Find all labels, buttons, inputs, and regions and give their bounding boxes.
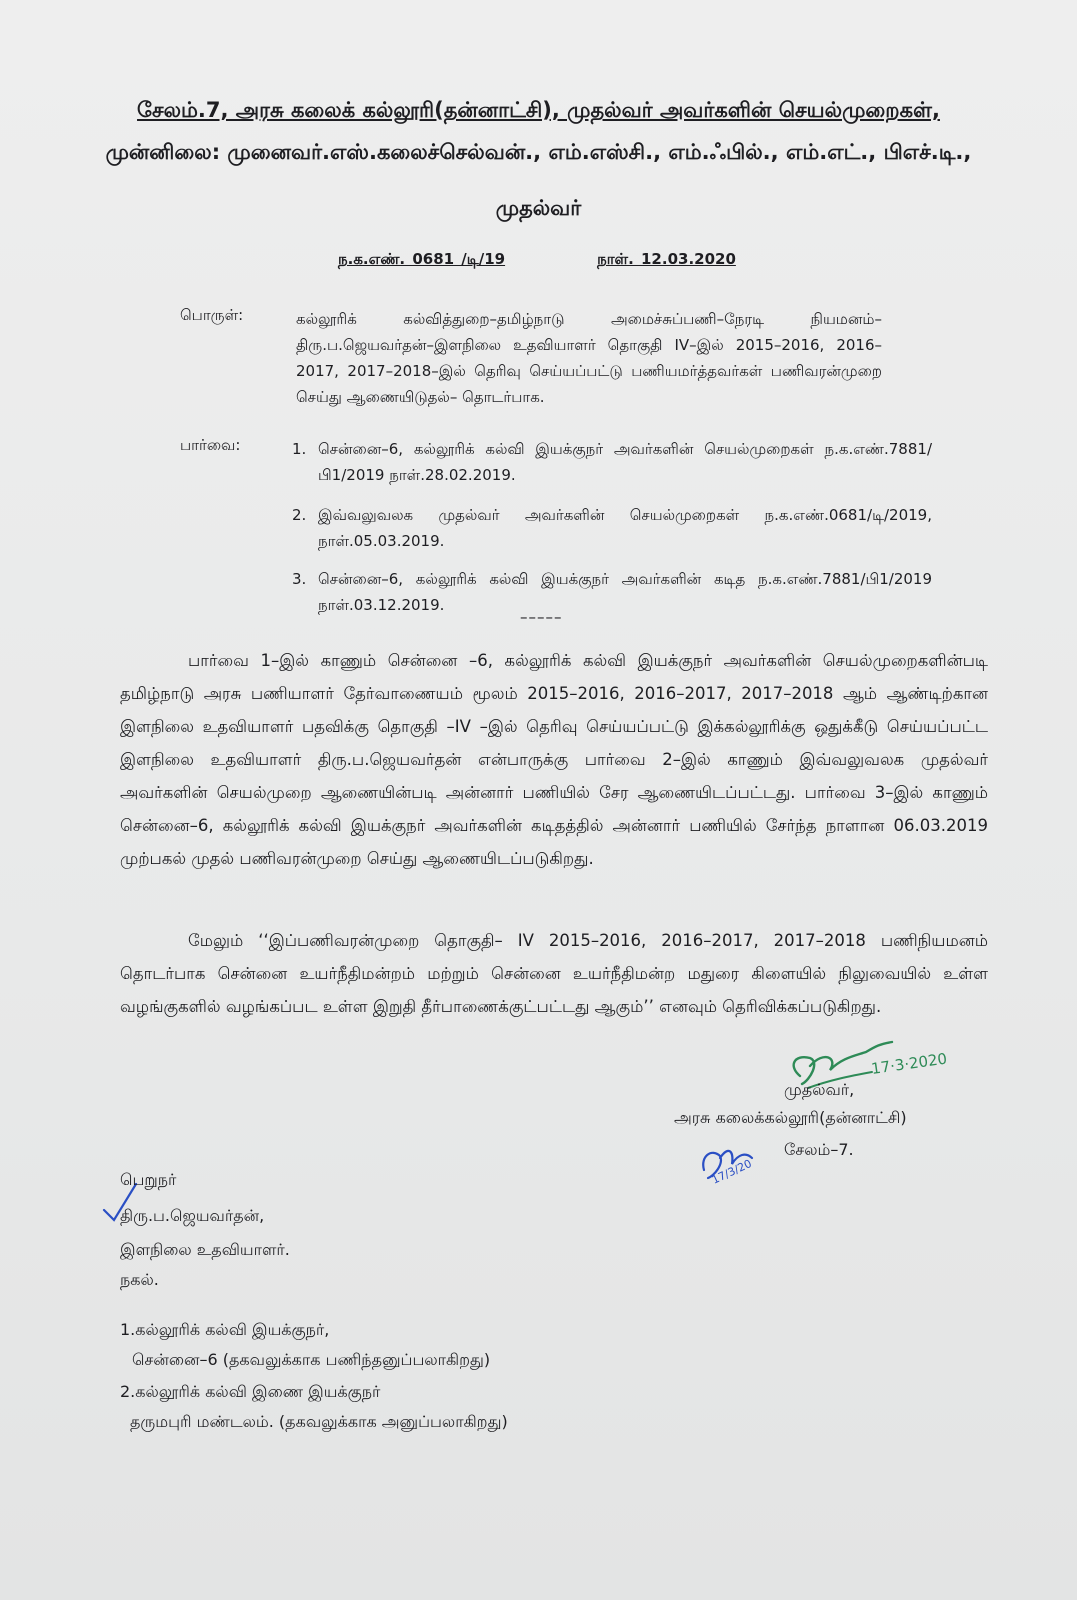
- reference-item-text: சென்னை–6, கல்லூரிக் கல்வி இயக்குநர் அவர்களின் கடித ந.க.எண்.7881/பி1/2019 நாள்.03.12.2019.: [318, 570, 932, 614]
- reference-item-number: 3.: [292, 570, 307, 588]
- signatory-title: முதல்வர்,: [784, 1080, 855, 1099]
- reference-number: ந.க.எண். 0681 /டி/19: [338, 250, 506, 268]
- recipient-name: திரு.ப.ஜெயவர்தன்,: [120, 1206, 265, 1225]
- recipient-designation: இளநிலை உதவியாளர்.: [120, 1240, 290, 1259]
- office-heading: சேலம்.7, அரசு கலைக் கல்லூரி(தன்னாட்சி), முதல்வர் அவர்களின் செயல்முறைகள்,: [137, 98, 940, 122]
- svg-text:17/3/20: 17/3/20: [709, 1157, 754, 1187]
- reference-item-text: சென்னை–6, கல்லூரிக் கல்வி இயக்குநர் அவர்களின் செயல்முறைகள் ந.க.எண்.7881/பி1/2019 நாள்.28.02.2019.: [318, 440, 932, 484]
- section-separator: –––––: [520, 608, 563, 626]
- signatory-place: சேலம்–7.: [784, 1140, 854, 1159]
- copy-label: நகல்.: [120, 1270, 159, 1289]
- reference-item-number: 1.: [292, 440, 307, 458]
- subject-text: கல்லூரிக் கல்வித்துறை–தமிழ்நாடு அமைச்சுப்பணி–நேரடி நியமனம்– திரு.ப.ஜெயவர்தன்–இளநிலை உதவியாளர் தொகுதி IV–இல் 2015–2016, 2016–2017, 2017–2018–இல் தெரிவு செய்யப்பட்டு பணியமர்த்தவர்கள் பணிவரன்முறை செய்து ஆணையிடுதல்– தொடர்பாக.: [296, 310, 882, 406]
- copy-line: சென்னை–6 (தகவலுக்காக பணிந்தனுப்பலாகிறது): [132, 1350, 491, 1369]
- copy-line: 1.கல்லூரிக் கல்வி இயக்குநர்,: [120, 1320, 330, 1339]
- body-paragraph-2: மேலும் ‘‘இப்பணிவரன்முறை தொகுதி– IV 2015–2016, 2016–2017, 2017–2018 பணிநியமனம் தொடர்பாக சென்னை உயர்நீதிமன்றம் மற்றும் சென்னை உயர்நீதிமன்ற மதுரை கிளையில் நிலுவையில் உள்ள வழங்குகளில் வழங்கப்பட உள்ள இறுதி தீர்பாணைக்குட்பட்டது ஆகும்’’ எனவும் தெரிவிக்கப்படுகிறது.: [120, 931, 988, 1016]
- presiding-officer-line: முன்னிலை: முனைவர்.எஸ்.கலைச்செல்வன்., எம்.எஸ்சி., எம்.ஃபில்., எம்.எட்., பிஎச்.டி.,: [105, 140, 972, 164]
- subject-label: பொருள்:: [180, 306, 244, 324]
- svg-text:17·3·2020: 17·3·2020: [870, 1049, 949, 1078]
- reference-item-3: [292, 566, 932, 618]
- reference-item-1: [292, 436, 932, 488]
- reference-item-text: இவ்வலுவலக முதல்வர் அவர்களின் செயல்முறைகள் ந.க.எண்.0681/டி/2019, நாள்.05.03.2019.: [318, 506, 932, 550]
- recipient-label: பெறுநர்: [120, 1170, 177, 1189]
- references-label: பார்வை:: [180, 436, 241, 454]
- copy-line: 2.கல்லூரிக் கல்வி இணை இயக்குநர்: [120, 1382, 381, 1401]
- signatory-college: அரசு கலைக்கல்லூரி(தன்னாட்சி): [674, 1108, 907, 1127]
- principal-title: முதல்வர்: [495, 196, 582, 220]
- copy-line: தருமபுரி மண்டலம். (தகவலுக்காக அனுப்பலாகிறது): [130, 1412, 508, 1431]
- body-paragraph-1: பார்வை 1–இல் காணும் சென்னை –6, கல்லூரிக் கல்வி இயக்குநர் அவர்களின் செயல்முறைகளின்படி தமிழ்நாடு அரசு பணியாளர் தேர்வாணையம் மூலம் 2015–2016, 2016–2017, 2017–2018 ஆம் ஆண்டிற்கான இளநிலை உதவியாளர் பதவிக்கு தொகுதி –IV –இல் தெரிவு செய்யப்பட்டு இக்கல்லூரிக்கு ஒதுக்கீடு செய்யப்பட்ட இளநிலை உதவியாளர் திரு.ப.ஜெயவர்தன் என்பாருக்கு பார்வை 2–இல் காணும் இவ்வலுவலக முதல்வர் அவர்களின் செயல்முறை ஆணையின்படி அன்னார் பணியில் சேர ஆணையிடப்பட்டது. பார்வை 3–இல் காணும் சென்னை–6, கல்லூரிக் கல்வி இயக்குநர் அவர்களின் கடிதத்தில் அன்னார் பணியில் சேர்ந்த நாளான 06.03.2019 முற்பகல் முதல் பணிவரன்முறை செய்து ஆணையிடப்படுகிறது.: [120, 651, 988, 868]
- reference-item-2: [292, 502, 932, 554]
- reference-date: நாள். 12.03.2020: [597, 250, 736, 268]
- reference-line: [338, 250, 736, 270]
- reference-item-number: 2.: [292, 506, 307, 524]
